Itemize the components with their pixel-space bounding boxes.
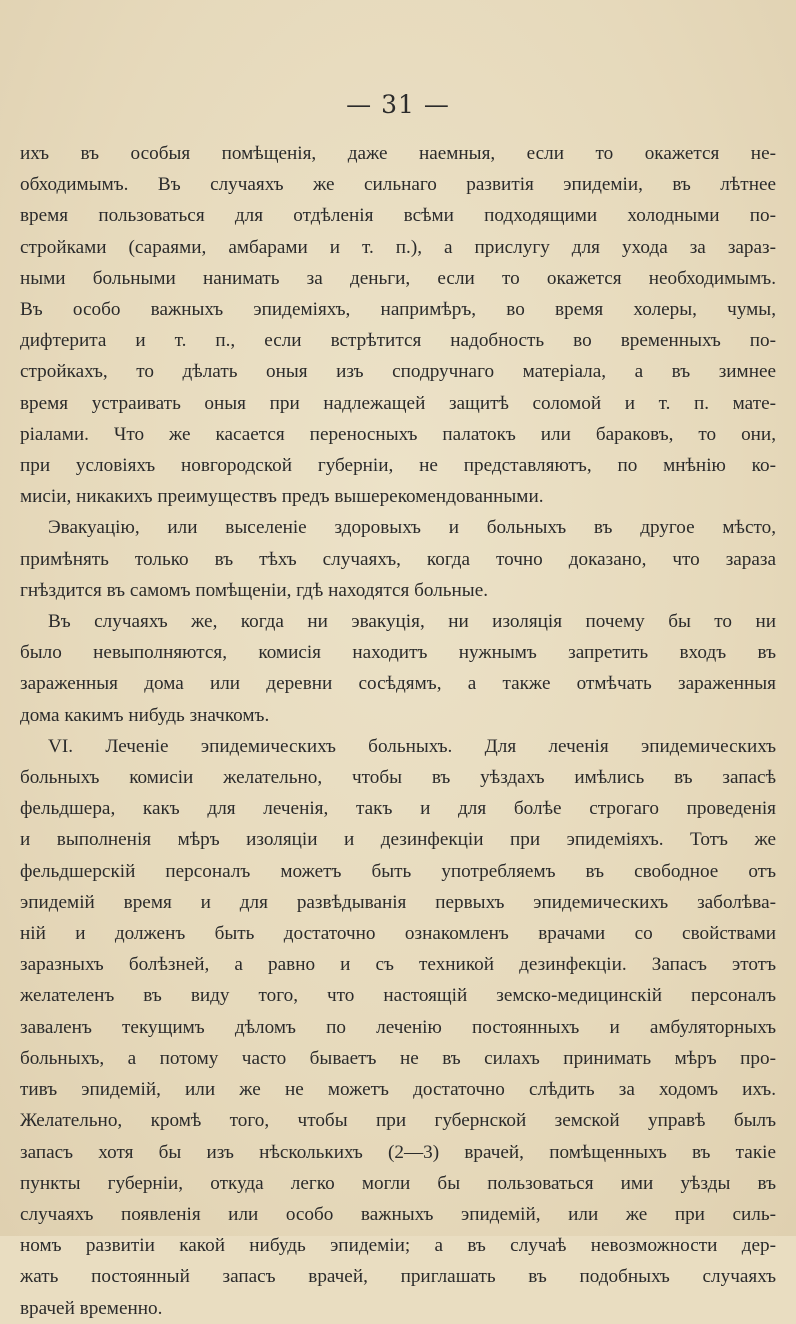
text-line: было невыполняются, комисія находитъ нужнымъ запретить входъ въ <box>20 642 776 664</box>
text-line: больныхъ, а потому часто бываетъ не въ силахъ принимать мѣръ про- <box>20 1047 776 1069</box>
text-line: Желательно, кромѣ того, чтобы при губернской земской управѣ былъ <box>20 1110 776 1132</box>
text-line: дифтерита и т. п., если встрѣтится надобность во временныхъ по- <box>20 330 776 352</box>
text-line: больныхъ комисіи желательно, чтобы въ уѣздахъ имѣлись въ запасѣ <box>20 767 776 789</box>
text-line: время устраивать оныя при надлежащей защитѣ соломой и т. п. мате- <box>20 392 776 414</box>
text-line: дома какимъ нибудь значкомъ. <box>20 704 270 726</box>
text-line: жать постоянный запасъ врачей, приглашать въ подобныхъ случаяхъ <box>20 1266 776 1288</box>
paragraph-first-line: Эвакуацію, или выселеніе здоровыхъ и больныхъ въ другое мѣсто, <box>48 517 776 539</box>
text-line: мисіи, никакихъ преимуществъ предъ вышерекомендованными. <box>20 486 544 508</box>
text-line: фельдшера, какъ для леченія, такъ и для болѣе строгаго проведенія <box>20 798 776 820</box>
text-line: ній и долженъ быть достаточно ознакомленъ врачами со свойствами <box>20 923 776 945</box>
text-line: запасъ хотя бы изъ нѣсколькихъ (2—3) врачей, помѣщенныхъ въ такіе <box>20 1141 776 1163</box>
text-line: ихъ въ особыя помѣщенія, даже наемныя, если то окажется не- <box>20 143 776 164</box>
page-number: — 31 — <box>346 90 450 119</box>
section-heading-line: VI. Леченіе эпидемическихъ больныхъ. Для леченія эпидемическихъ <box>48 735 776 757</box>
text-line: зараженныя дома или деревни сосѣдямъ, а также отмѣчать зараженныя <box>20 673 776 695</box>
text-line: врачей временно. <box>20 1297 163 1319</box>
text-line: ріалами. Что же касается переносныхъ палатокъ или бараковъ, то они, <box>20 423 776 445</box>
text-line: случаяхъ появленія или особо важныхъ эпидемій, или же при силь- <box>20 1203 776 1225</box>
text-line: Въ особо важныхъ эпидеміяхъ, напримѣръ, во время холеры, чумы, <box>20 299 776 321</box>
text-line: ными больными нанимать за деньги, если то окажется необходимымъ. <box>20 267 776 289</box>
text-line: стройками (сараями, амбарами и т. п.), а прислугу для ухода за зараз- <box>20 236 776 258</box>
text-line: время пользоваться для отдѣленія всѣми подходящими холодными по- <box>20 205 776 227</box>
text-line: пункты губерніи, откуда легко могли бы пользоваться ими уѣзды въ <box>20 1172 776 1194</box>
paragraph-first-line: Въ случаяхъ же, когда ни эвакуція, ни изоляція почему бы то ни <box>48 611 776 633</box>
text-line: тивъ эпидемій, или же не можетъ достаточно слѣдить за ходомъ ихъ. <box>20 1079 776 1101</box>
text-line: при условіяхъ новгородской губерніи, не представляютъ, по мнѣнію ко- <box>20 455 776 477</box>
text-line: номъ развитіи какой нибудь эпидеміи; а въ случаѣ невозможности дер- <box>20 1235 776 1257</box>
text-line: стройкахъ, то дѣлать оныя изъ сподручнаго матеріала, а въ зимнее <box>20 361 776 383</box>
text-line: заразныхъ болѣзней, а равно и съ техникой дезинфекціи. Запасъ этотъ <box>20 954 776 976</box>
body-text <box>20 138 776 1324</box>
text-line: обходимымъ. Въ случаяхъ же сильнаго развитія эпидеміи, въ лѣтнее <box>20 174 776 196</box>
text-line: примѣнять только въ тѣхъ случаяхъ, когда точно доказано, что зараза <box>20 548 776 570</box>
text-line: гнѣздится въ самомъ помѣщеніи, гдѣ находятся больные. <box>20 579 489 601</box>
text-line: желателенъ въ виду того, что настоящій земско-медицинскій персоналъ <box>20 985 776 1007</box>
text-line: заваленъ текущимъ дѣломъ по леченію постоянныхъ и амбуляторныхъ <box>20 1016 776 1038</box>
text-line: и выполненія мѣръ изоляціи и дезинфекціи при эпидеміяхъ. Тотъ же <box>20 829 776 851</box>
text-line: эпидемій время и для развѣдыванія первыхъ эпидемическихъ заболѣва- <box>20 891 776 913</box>
text-line: фельдшерскій персоналъ можетъ быть употребляемъ въ свободное отъ <box>20 860 776 882</box>
